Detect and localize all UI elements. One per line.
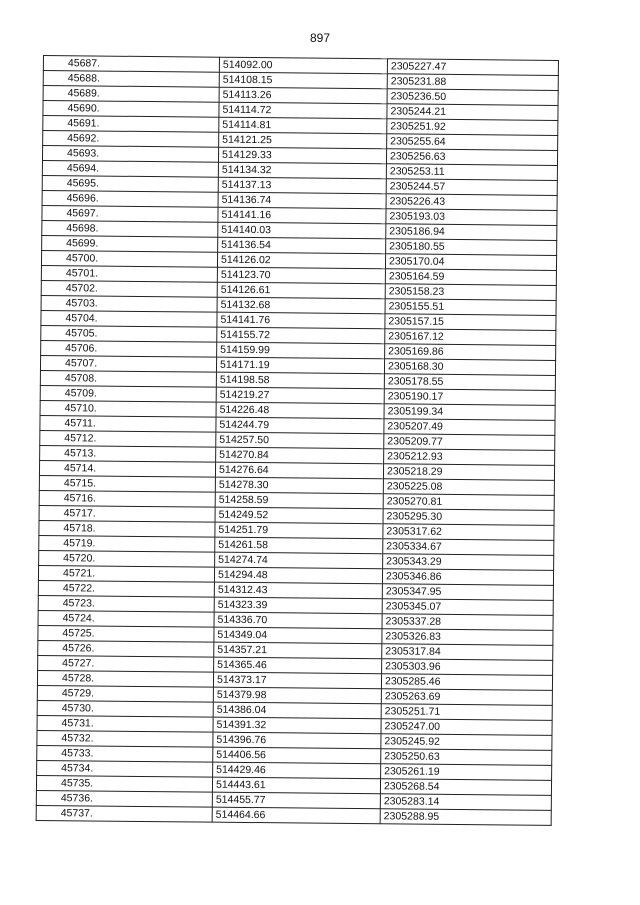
point-number-cell: 45693. — [42, 146, 218, 163]
northing-cell: 2305178.55 — [384, 374, 555, 391]
easting-cell: 514198.58 — [216, 372, 384, 389]
point-number-cell: 45724. — [38, 610, 214, 627]
northing-cell: 2305253.11 — [386, 164, 557, 181]
page-number: 897 — [309, 31, 331, 45]
point-number-cell: 45733. — [37, 745, 213, 762]
point-number-cell: 45702. — [41, 280, 217, 297]
northing-cell: 2305231.88 — [387, 74, 558, 91]
northing-cell: 2305168.30 — [384, 359, 555, 376]
northing-cell: 2305164.59 — [385, 269, 556, 286]
easting-cell: 514141.76 — [217, 312, 385, 329]
coordinates-table — [36, 55, 559, 826]
northing-cell: 2305317.84 — [382, 644, 553, 661]
easting-cell: 514114.72 — [219, 102, 387, 119]
easting-cell: 514113.26 — [219, 87, 387, 104]
point-number-cell: 45706. — [41, 340, 217, 357]
easting-cell: 514386.04 — [213, 702, 381, 719]
point-number-cell: 45726. — [38, 640, 214, 657]
easting-cell: 514379.98 — [213, 687, 381, 704]
point-number-cell: 45704. — [41, 310, 217, 327]
point-number-cell: 45687. — [43, 56, 219, 73]
northing-cell: 2305180.55 — [386, 239, 557, 256]
point-number-cell: 45692. — [43, 131, 219, 148]
easting-cell: 514258.59 — [215, 492, 383, 509]
northing-cell: 2305251.71 — [381, 704, 552, 721]
easting-cell: 514129.33 — [218, 147, 386, 164]
easting-cell: 514406.56 — [213, 747, 381, 764]
northing-cell: 2305193.03 — [386, 209, 557, 226]
point-number-cell: 45723. — [38, 595, 214, 612]
easting-cell: 514123.70 — [217, 267, 385, 284]
northing-cell: 2305207.49 — [384, 419, 555, 436]
northing-cell: 2305247.00 — [381, 719, 552, 736]
easting-cell: 514294.48 — [214, 567, 382, 584]
point-number-cell: 45728. — [37, 670, 213, 687]
northing-cell: 2305167.12 — [385, 329, 556, 346]
easting-cell: 514249.52 — [215, 507, 383, 524]
northing-cell: 2305283.14 — [380, 794, 551, 811]
northing-cell: 2305345.07 — [382, 599, 553, 616]
easting-cell: 514134.32 — [218, 162, 386, 179]
easting-cell: 514261.58 — [215, 537, 383, 554]
northing-cell: 2305244.21 — [387, 104, 558, 121]
point-number-cell: 45703. — [41, 295, 217, 312]
point-number-cell: 45729. — [37, 685, 213, 702]
northing-cell: 2305227.47 — [387, 59, 558, 76]
northing-cell: 2305245.92 — [381, 734, 552, 751]
easting-cell: 514312.43 — [214, 582, 382, 599]
point-number-cell: 45691. — [43, 116, 219, 133]
easting-cell: 514365.46 — [214, 657, 382, 674]
northing-cell: 2305285.46 — [381, 674, 552, 691]
easting-cell: 514464.66 — [212, 807, 380, 824]
northing-cell: 2305347.95 — [382, 584, 553, 601]
coordinates-table-body — [36, 56, 558, 826]
easting-cell: 514349.04 — [214, 627, 382, 644]
easting-cell: 514159.99 — [217, 342, 385, 359]
northing-cell: 2305303.96 — [382, 659, 553, 676]
easting-cell: 514274.74 — [215, 552, 383, 569]
point-number-cell: 45705. — [41, 325, 217, 342]
point-number-cell: 45731. — [37, 715, 213, 732]
easting-cell: 514278.30 — [215, 477, 383, 494]
point-number-cell: 45737. — [36, 805, 212, 822]
point-number-cell: 45710. — [40, 400, 216, 417]
point-number-cell: 45718. — [39, 520, 215, 537]
easting-cell: 514136.54 — [218, 237, 386, 254]
easting-cell: 514137.13 — [218, 177, 386, 194]
northing-cell: 2305317.62 — [383, 524, 554, 541]
easting-cell: 514396.76 — [213, 732, 381, 749]
point-number-cell: 45699. — [42, 235, 218, 252]
point-number-cell: 45735. — [36, 775, 212, 792]
northing-cell: 2305288.95 — [380, 809, 551, 826]
northing-cell: 2305255.64 — [387, 134, 558, 151]
point-number-cell: 45736. — [36, 790, 212, 807]
northing-cell: 2305244.57 — [386, 179, 557, 196]
easting-cell: 514140.03 — [218, 222, 386, 239]
point-number-cell: 45709. — [40, 385, 216, 402]
easting-cell: 514126.61 — [217, 282, 385, 299]
easting-cell: 514226.48 — [216, 402, 384, 419]
easting-cell: 514357.21 — [214, 642, 382, 659]
point-number-cell: 45721. — [38, 565, 214, 582]
point-number-cell: 45697. — [42, 205, 218, 222]
easting-cell: 514114.81 — [219, 117, 387, 134]
northing-cell: 2305326.83 — [382, 629, 553, 646]
northing-cell: 2305170.04 — [385, 254, 556, 271]
point-number-cell: 45711. — [40, 415, 216, 432]
easting-cell: 514092.00 — [219, 57, 387, 74]
point-number-cell: 45715. — [39, 475, 215, 492]
northing-cell: 2305218.29 — [383, 464, 554, 481]
point-number-cell: 45688. — [43, 71, 219, 88]
northing-cell: 2305199.34 — [384, 404, 555, 421]
point-number-cell: 45714. — [39, 460, 215, 477]
easting-cell: 514251.79 — [215, 522, 383, 539]
northing-cell: 2305225.08 — [383, 479, 554, 496]
easting-cell: 514323.39 — [214, 597, 382, 614]
northing-cell: 2305270.81 — [383, 494, 554, 511]
northing-cell: 2305251.92 — [387, 119, 558, 136]
easting-cell: 514373.17 — [213, 672, 381, 689]
point-number-cell: 45700. — [41, 250, 217, 267]
point-number-cell: 45695. — [42, 175, 218, 192]
point-number-cell: 45730. — [37, 700, 213, 717]
northing-cell: 2305169.86 — [385, 344, 556, 361]
northing-cell: 2305158.23 — [385, 284, 556, 301]
easting-cell: 514219.27 — [216, 387, 384, 404]
easting-cell: 514155.72 — [217, 327, 385, 344]
point-number-cell: 45722. — [38, 580, 214, 597]
northing-cell: 2305268.54 — [380, 779, 551, 796]
northing-cell: 2305209.77 — [384, 434, 555, 451]
point-number-cell: 45727. — [38, 655, 214, 672]
northing-cell: 2305236.50 — [387, 89, 558, 106]
point-number-cell: 45732. — [37, 730, 213, 747]
point-number-cell: 45720. — [39, 550, 215, 567]
point-number-cell: 45713. — [40, 445, 216, 462]
point-number-cell: 45725. — [38, 625, 214, 642]
northing-cell: 2305295.30 — [383, 509, 554, 526]
easting-cell: 514429.46 — [213, 762, 381, 779]
easting-cell: 514244.79 — [216, 417, 384, 434]
easting-cell: 514257.50 — [216, 432, 384, 449]
northing-cell: 2305157.15 — [385, 314, 556, 331]
easting-cell: 514270.84 — [216, 447, 384, 464]
easting-cell: 514136.74 — [218, 192, 386, 209]
point-number-cell: 45690. — [43, 101, 219, 118]
point-number-cell: 45701. — [41, 265, 217, 282]
northing-cell: 2305263.69 — [381, 689, 552, 706]
easting-cell: 514108.15 — [219, 72, 387, 89]
point-number-cell: 45708. — [40, 370, 216, 387]
easting-cell: 514336.70 — [214, 612, 382, 629]
easting-cell: 514121.25 — [219, 132, 387, 149]
easting-cell: 514171.19 — [216, 357, 384, 374]
easting-cell: 514141.16 — [218, 207, 386, 224]
northing-cell: 2305226.43 — [386, 194, 557, 211]
easting-cell: 514391.32 — [213, 717, 381, 734]
point-number-cell: 45716. — [39, 490, 215, 507]
point-number-cell: 45734. — [37, 760, 213, 777]
northing-cell: 2305155.51 — [385, 299, 556, 316]
northing-cell: 2305250.63 — [381, 749, 552, 766]
northing-cell: 2305212.93 — [384, 449, 555, 466]
easting-cell: 514443.61 — [212, 777, 380, 794]
northing-cell: 2305343.29 — [383, 554, 554, 571]
northing-cell: 2305261.19 — [381, 764, 552, 781]
northing-cell: 2305346.86 — [382, 569, 553, 586]
northing-cell: 2305190.17 — [384, 389, 555, 406]
point-number-cell: 45694. — [42, 160, 218, 177]
northing-cell: 2305337.28 — [382, 614, 553, 631]
northing-cell: 2305186.94 — [386, 224, 557, 241]
point-number-cell: 45707. — [40, 355, 216, 372]
northing-cell: 2305334.67 — [383, 539, 554, 556]
point-number-cell: 45712. — [40, 430, 216, 447]
easting-cell: 514455.77 — [212, 792, 380, 809]
point-number-cell: 45719. — [39, 535, 215, 552]
easting-cell: 514276.64 — [215, 462, 383, 479]
point-number-cell: 45717. — [39, 505, 215, 522]
easting-cell: 514126.02 — [217, 252, 385, 269]
point-number-cell: 45698. — [42, 220, 218, 237]
northing-cell: 2305256.63 — [386, 149, 557, 166]
easting-cell: 514132.68 — [217, 297, 385, 314]
point-number-cell: 45696. — [42, 190, 218, 207]
point-number-cell: 45689. — [43, 86, 219, 103]
